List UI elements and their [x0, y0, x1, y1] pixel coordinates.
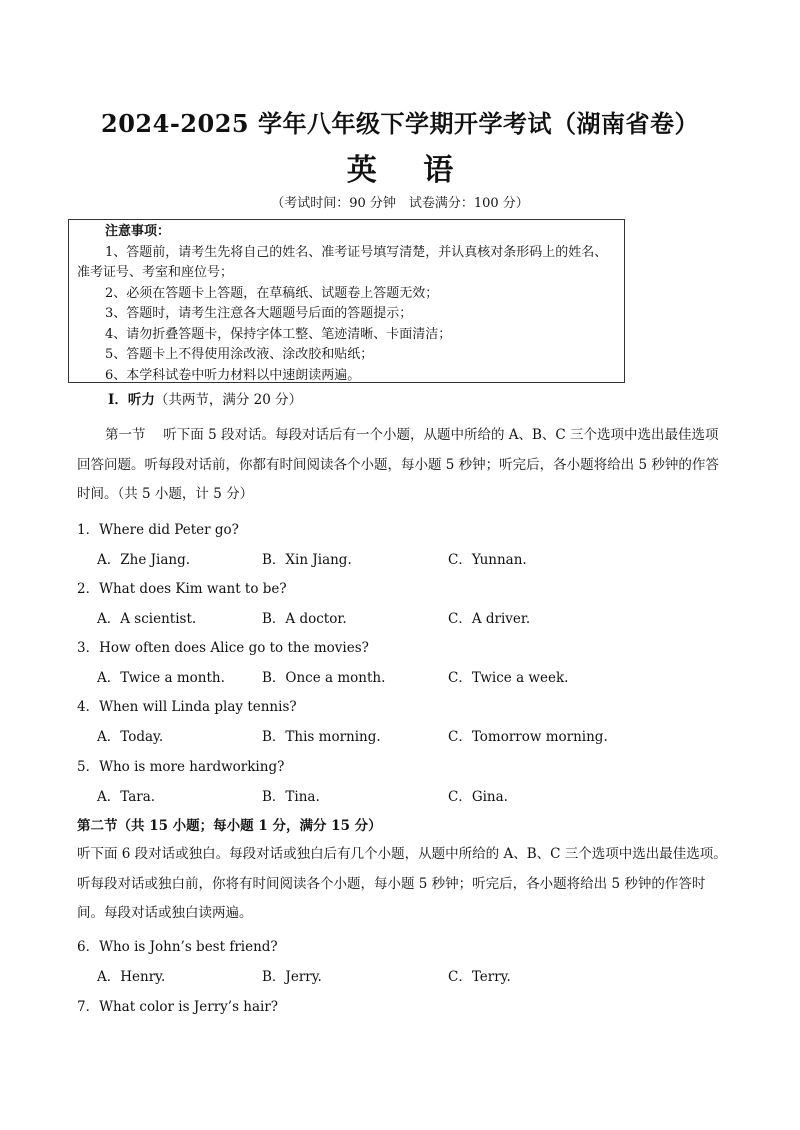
exam-title: 2024-2025 学年八年级下学期开学考试（湖南省卷） [101, 109, 699, 138]
option-a: A．Tara. [97, 789, 156, 805]
notice-item: 1、答题前，请考生先将自己的姓名、准考证号填写清楚，并认真核对条形码上的姓名、准考证号、考室和座位号； [77, 244, 608, 280]
question-stem: 1．Where did Peter go? [77, 522, 239, 538]
option-a: A．Zhe Jiang. [97, 552, 191, 568]
option-c: C．Yunnan. [448, 552, 527, 568]
question-stem: 2．What does Kim want to be? [77, 581, 287, 597]
option-c: C．A driver. [448, 611, 531, 627]
option-a: A．Twice a month. [97, 670, 225, 686]
exam-info: （考试时间：90 分钟 试卷满分：100 分） [271, 196, 529, 211]
option-b: B．A doctor. [262, 611, 347, 627]
notice-item: 4、请勿折叠答题卡，保持字体工整、笔迹清晰、卡面清洁； [105, 326, 452, 342]
notice-box [68, 219, 625, 383]
question-stem: 7．What color is Jerry’s hair? [77, 999, 279, 1015]
option-c: C．Gina. [448, 789, 508, 805]
subject-title: 英 语 [346, 153, 472, 188]
part1-instructions: 第一节 听下面 5 段对话。每段对话后有一个小题，从题中所给的 A、B、C 三个选项中选出最佳选项回答问题。听每段对话前，你都有时间阅读各个小题，每小题 5 秒钟；听完后，各小题将给出 5 秒钟的作答时间。（共 5 小题，计 5 分） [77, 427, 719, 502]
notice-title: 注意事项： [105, 224, 171, 239]
notice-item: 5、答题卡上不得使用涂改液、涂改胶和贴纸； [105, 347, 374, 362]
notice-item: 2、必须在答题卡上答题，在草稿纸、试题卷上答题无效； [105, 285, 439, 301]
option-b: B．This morning. [262, 729, 381, 745]
section-heading [108, 388, 302, 408]
part2-heading: 第二节（共 15 小题；每小题 1 分，满分 15 分） [77, 818, 382, 834]
question-stem: 3．How often does Alice go to the movies? [77, 640, 369, 656]
notice-item: 6、本学科试卷中听力材料以中速朗读两遍。 [105, 367, 361, 383]
option-c: C．Twice a week. [448, 670, 569, 686]
option-b: B．Tina. [262, 789, 320, 805]
part2-instructions: 听下面 6 段对话或独白。每段对话或独白后有几个小题，从题中所给的 A、B、C 三个选项中选出最佳选项。听每段对话或独白前，你将有时间阅读各个小题，每小题 5 秒钟；听完后，各小题将给出 5 秒钟的作答时间。每段对话或独白读两遍。 [77, 846, 727, 921]
option-b: B．Xin Jiang. [262, 552, 352, 568]
question-stem: 4．When will Linda play tennis? [77, 699, 297, 715]
option-c: C．Tomorrow morning. [448, 729, 608, 745]
option-a: A．A scientist. [97, 611, 197, 627]
section-heading-rest: （共两节，满分 20 分） [154, 392, 303, 408]
notice-item: 3、答题时，请考生注意各大题题号后面的答题提示； [105, 306, 413, 321]
section-heading-roman: I．听力 [108, 392, 155, 408]
option-a: A．Today. [97, 729, 164, 745]
question-stem: 5．Who is more hardworking? [77, 759, 285, 775]
option-a: A．Henry. [97, 969, 166, 985]
option-c: C．Terry. [448, 969, 511, 985]
option-b: B．Jerry. [262, 969, 322, 985]
option-b: B．Once a month. [262, 670, 386, 686]
question-stem: 6．Who is John’s best friend? [77, 939, 278, 955]
